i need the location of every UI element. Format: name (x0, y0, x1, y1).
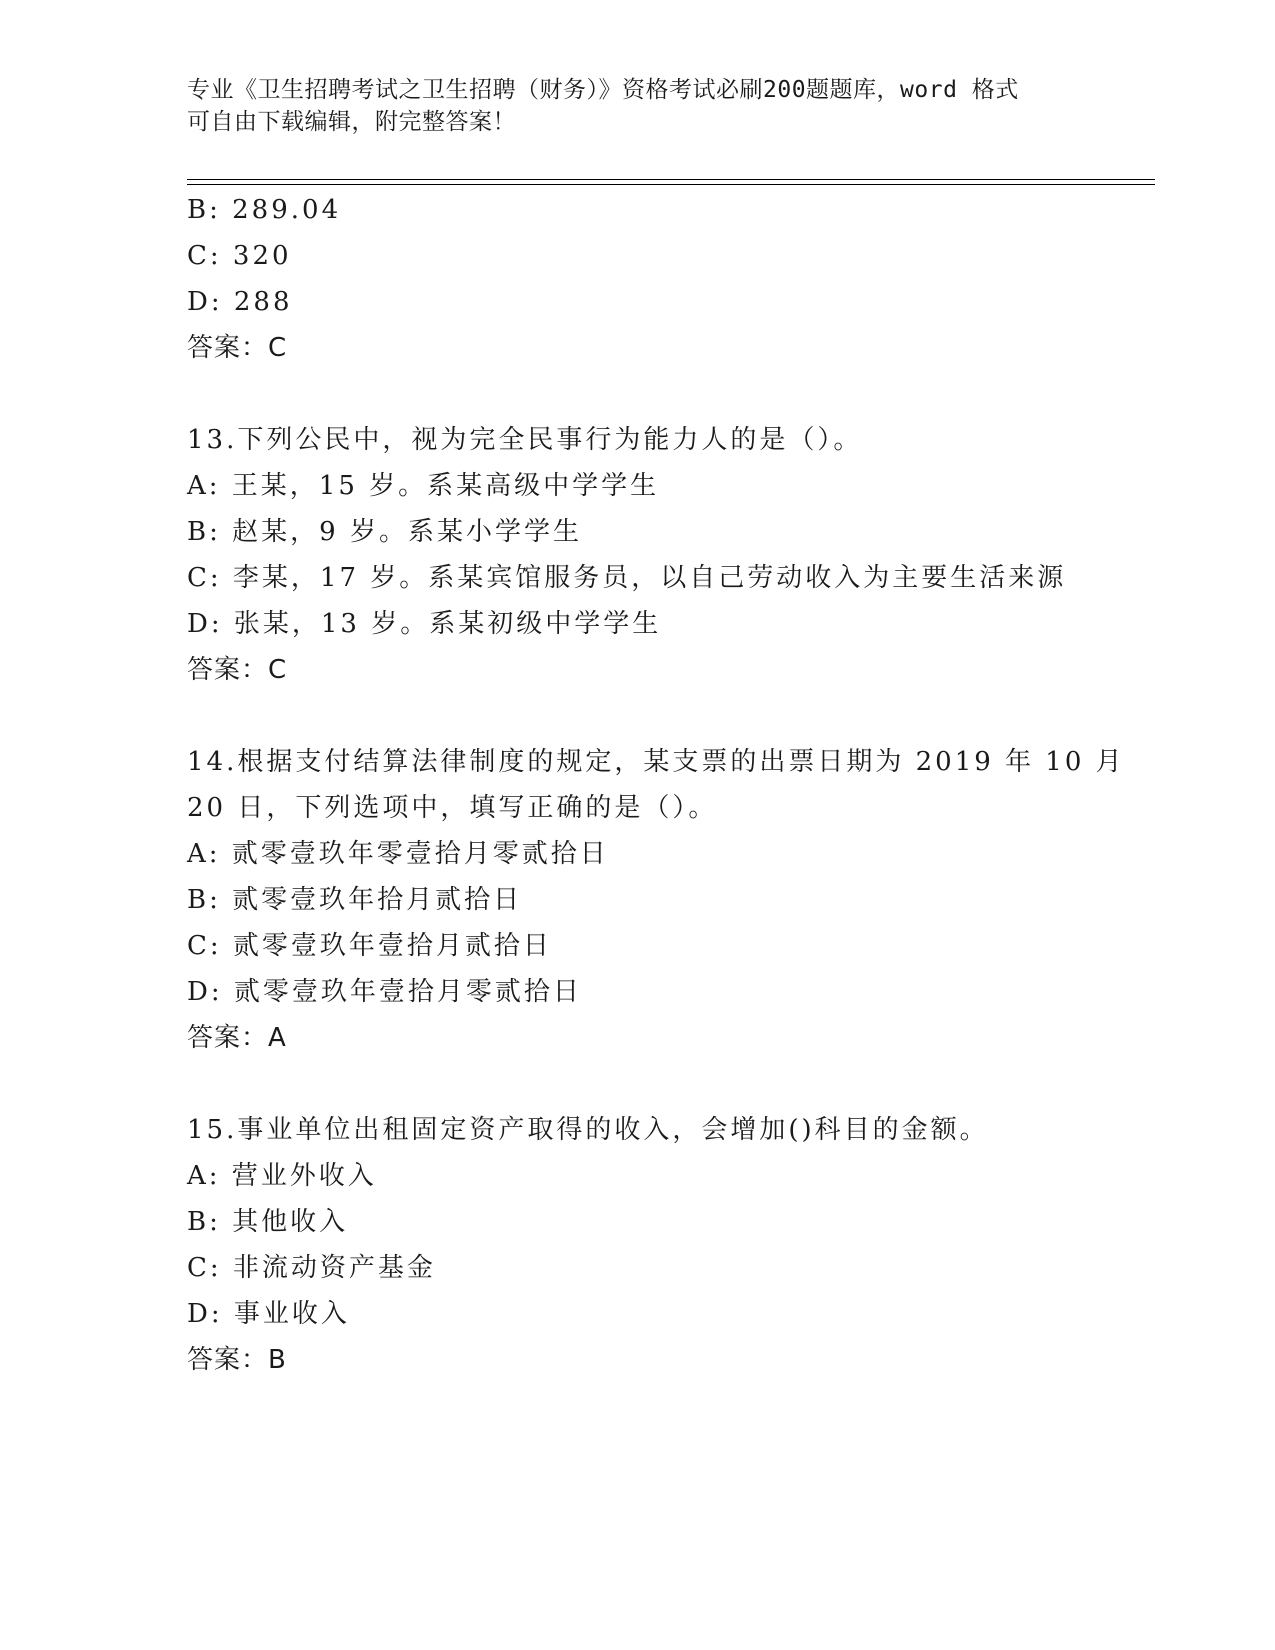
option-b: B: 其他收入 (187, 1207, 349, 1237)
document-header (187, 74, 1087, 138)
header-title-line-1: 专业《卫生招聘考试之卫生招聘（财务）》资格考试必刷200题题库，word 格式 (187, 77, 1019, 103)
question-block-13 (187, 417, 1117, 693)
question-block-15 (187, 1107, 1117, 1383)
question-stem-line-2: 20 日，下列选项中，填写正确的是（）。 (187, 793, 718, 823)
question-content (187, 187, 1125, 1383)
option-d: D: 张某，13 岁。系某初级中学学生 (187, 609, 662, 639)
option-d: D: 贰零壹玖年壹拾月零贰拾日 (187, 977, 582, 1007)
option-b: B: 289.04 (187, 195, 342, 225)
spacer (187, 371, 1117, 417)
answer-line: 答案：C (187, 655, 288, 685)
answer-line: 答案：C (187, 333, 288, 363)
header-title-line-2: 可自由下载编辑，附完整答案！ (187, 109, 516, 135)
option-c: C: 李某，17 岁。系某宾馆服务员，以自己劳动收入为主要生活来源 (187, 563, 1067, 593)
option-b: B: 贰零壹玖年拾月贰拾日 (187, 885, 523, 915)
header-divider-bottom (187, 184, 1155, 185)
option-c: C: 320 (187, 241, 292, 271)
option-a: A: 王某，15 岁。系某高级中学学生 (187, 471, 660, 501)
spacer (187, 693, 1117, 739)
header-divider-top (187, 179, 1155, 180)
previous-question-block (187, 187, 1117, 371)
option-a: A: 营业外收入 (187, 1161, 377, 1191)
answer-line: 答案：A (187, 1023, 287, 1053)
option-d: D: 事业收入 (187, 1299, 350, 1329)
question-stem: 15.事业单位出租固定资产取得的收入，会增加()科目的金额。 (187, 1115, 989, 1145)
option-c: C: 非流动资产基金 (187, 1253, 436, 1283)
spacer (187, 1061, 1117, 1107)
answer-line: 答案：B (187, 1345, 287, 1375)
option-d: D: 288 (187, 287, 293, 317)
question-block-14 (187, 739, 1125, 1061)
question-stem-line-1: 14.根据支付结算法律制度的规定，某支票的出票日期为 2019 年 10 月 (187, 747, 1125, 777)
option-a: A: 贰零壹玖年零壹拾月零贰拾日 (187, 839, 609, 869)
option-b: B: 赵某，9 岁。系某小学学生 (187, 517, 582, 547)
option-c: C: 贰零壹玖年壹拾月贰拾日 (187, 931, 552, 961)
question-stem: 13.下列公民中，视为完全民事行为能力人的是（）。 (187, 425, 863, 455)
